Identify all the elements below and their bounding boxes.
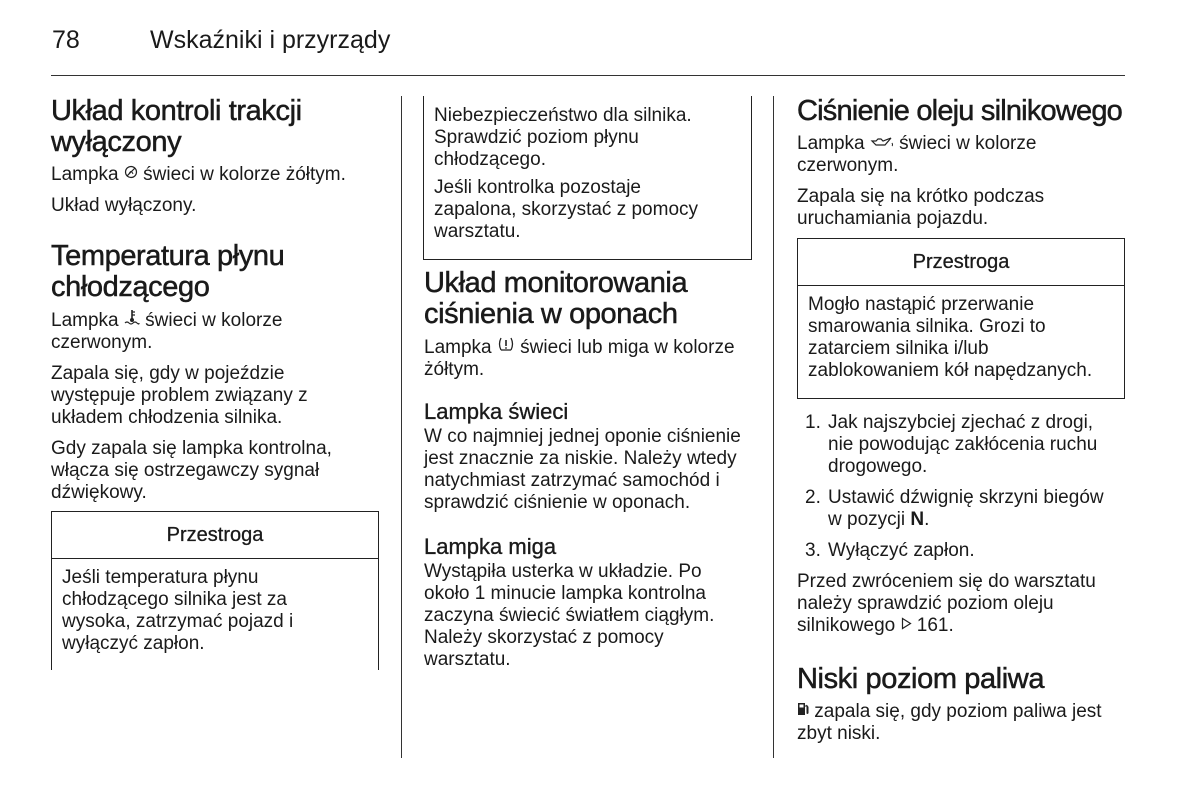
paragraph: Zapala się, gdy w pojeździe występuje problem związany z układem chłodzenia silnika. (51, 363, 308, 428)
section-title-traction-control: Układ kontroli trakcji wyłączony (51, 95, 302, 158)
caution-text: Mogło nastąpić przerwanie smarowania silnika. Grozi to zatarciem silnika i/lub zablokowaniem kół napędzanych. (808, 294, 1093, 381)
list-item: 1. Jak najszybciej zjechać z drogi, nie powodując zakłócenia ruchu drogowego. (805, 412, 1098, 477)
page-reference-link[interactable]: 161 (916, 615, 949, 636)
steps-list (797, 412, 1137, 562)
page-number: 78 (52, 26, 80, 54)
paragraph: Gdy zapala się lampka kontrolna, włącza się ostrzegawczy sygnał dźwiękowy. (51, 438, 332, 503)
paragraph: Lampka świeci w kolorze czerwonym. (51, 310, 283, 353)
traction-control-off-icon (124, 165, 138, 183)
column-divider-1 (401, 96, 402, 758)
coolant-temperature-icon (124, 309, 140, 329)
caution-text: Jeśli temperatura płynu chłodzącego silnika jest za wysoka, zatrzymać pojazd i wyłączyć zapłon. (62, 567, 294, 654)
subsection-title-lamp-flashes: Lampka miga (424, 534, 557, 559)
caution-box-oil (797, 238, 1125, 399)
header-rule (51, 75, 1125, 76)
column-3 (797, 96, 1132, 239)
paragraph: Układ wyłączony. (51, 195, 197, 216)
caution-box-coolant (51, 511, 379, 670)
column-divider-2 (773, 96, 774, 758)
paragraph: Lampka świeci w kolorze żółtym. (51, 164, 346, 185)
column-1 (51, 96, 381, 513)
column-3-lower (797, 412, 1137, 754)
fuel-pump-icon (797, 701, 809, 720)
page-reference-icon (901, 617, 912, 634)
caution-box-continued (423, 96, 752, 260)
tire-pressure-icon (497, 336, 515, 356)
section-title-oil-pressure: Ciśnienie oleju silnikowego (797, 95, 1122, 127)
subsection-title-lamp-on: Lampka świeci (424, 399, 569, 424)
oil-pressure-icon (870, 136, 894, 152)
list-item: 2. Ustawić dźwignię skrzyni biegów w pozycji N. (805, 487, 1104, 530)
paragraph: W co najmniej jednej oponie ciśnienie jest znacznie za niskie. Należy wtedy natychmiast zatrzymać samochód i sprawdzić ciśnienie w oponach. (424, 426, 741, 513)
paragraph: Lampka świeci w kolorze czerwonym. (797, 133, 1037, 176)
section-title-low-fuel: Niski poziom paliwa (797, 663, 1045, 695)
caution-heading: Przestroga (52, 512, 378, 559)
paragraph: Lampka świeci lub miga w kolorze żółtym. (424, 337, 735, 380)
list-item: 3. Wyłączyć zapłon. (805, 540, 975, 561)
paragraph: zapala się, gdy poziom paliwa jest zbyt niski. (797, 701, 1102, 744)
caution-heading: Przestroga (798, 239, 1124, 286)
section-title-coolant: Temperatura płynu chłodzącego (51, 240, 285, 303)
paragraph: Przed zwróceniem się do warsztatu należy sprawdzić poziom oleju silnikowego 161. (797, 571, 1096, 636)
page-title: Wskaźniki i przyrządy (150, 26, 391, 54)
section-title-tire-pressure: Układ monitorowania ciśnienia w oponach (424, 267, 688, 330)
paragraph: Zapala się na krótko podczas uruchamiania pojazdu. (797, 186, 1045, 229)
caution-text-continued: Niebezpieczeństwo dla silnika. Sprawdzić poziom płynu chłodzącego. Jeśli kontrolka pozostaje zapalona, skorzystać z pomocy warsztatu. (434, 105, 699, 242)
column-2 (424, 268, 759, 680)
paragraph: Wystąpiła usterka w układzie. Po około 1 minucie lampka kontrolna zaczyna świecić światłem ciągłym. Należy skorzystać z pomocy warsztatu. (424, 561, 715, 670)
